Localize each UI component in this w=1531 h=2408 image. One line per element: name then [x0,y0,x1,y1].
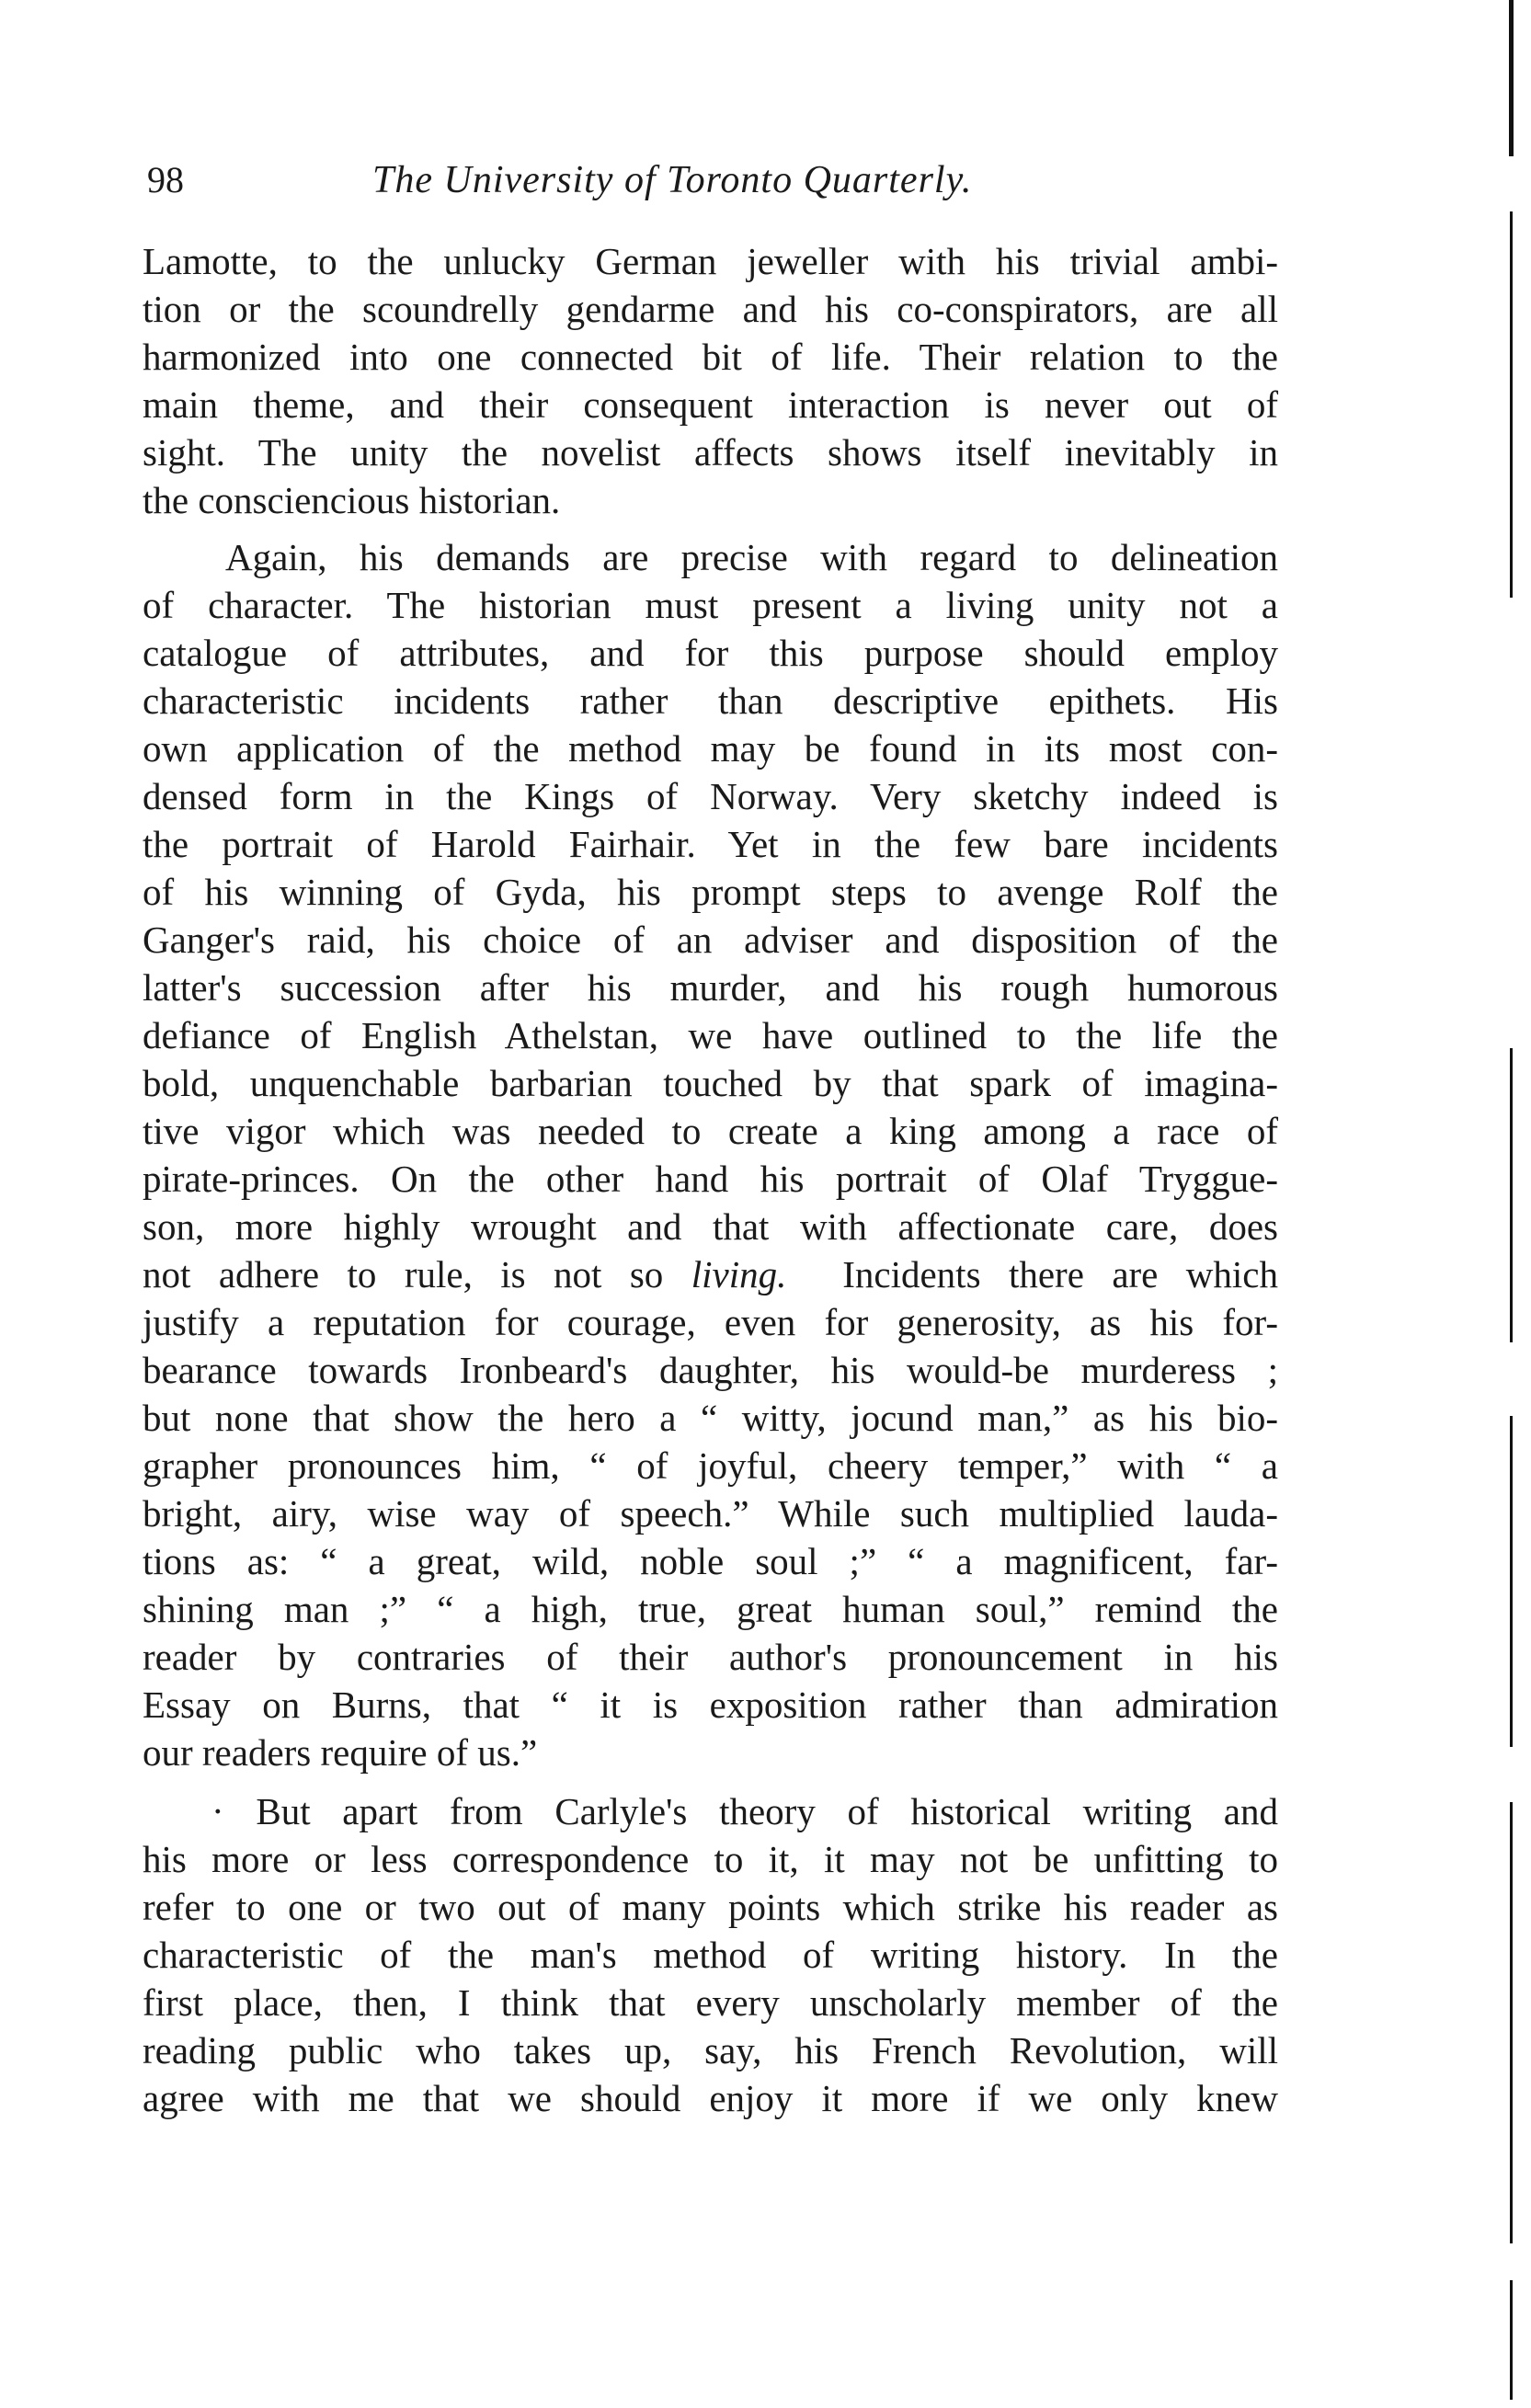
text-line: characteristic incidents rather than descriptive epithets. His [143,679,1278,722]
edge-mark [1510,1416,1513,1747]
text-line: own application of the method may be found in its most con- [143,727,1278,770]
text-line: our readers require of us.” [143,1731,538,1774]
paragraph-3 [143,1787,1278,2122]
text-line: Essay on Burns, that “ it is exposition rather than admiration [143,1683,1278,1726]
paragraph-1 [143,237,1278,524]
text-line: catalogue of attributes, and for this purpose should employ [143,632,1278,674]
text-line: agree with me that we should enjoy it more if we only knew [143,2077,1278,2119]
text-line: but none that show the hero a “ witty, jocund man,” as his bio- [143,1397,1278,1439]
text-line: defiance of English Athelstan, we have outlined to the life the [143,1014,1278,1056]
text-line: Lamotte, to the unlucky German jeweller with his trivial ambi- [143,240,1278,282]
text-line: of character. The historian must present a living unity not a [143,584,1278,626]
text-line: justify a reputation for courage, even for generosity, as his for- [143,1301,1278,1343]
text-line: shining man ;” “ a high, true, great human soul,” remind the [143,1588,1278,1630]
text-line: tions as: “ a great, wild, noble soul ;” “ a magnificent, far- [143,1540,1278,1582]
text-line: grapher pronounces him, “ of joyful, cheery temper,” with “ a [143,1444,1278,1487]
text-line: bearance towards Ironbeard's daughter, his would-be murderess ; [143,1349,1278,1391]
edge-mark [1510,1048,1513,1342]
edge-mark [1509,0,1514,156]
text-line: characteristic of the man's method of writing history. In the [143,1934,1278,1976]
paragraph-2 [143,533,1278,1776]
edge-mark [1510,211,1513,598]
text-line: harmonized into one connected bit of life. Their relation to the [143,336,1278,378]
text-line: the consciencious historian. [143,479,561,521]
text-line: his more or less correspondence to it, it may not be unfitting to [143,1838,1278,1880]
running-title: The University of Toronto Quarterly. [372,159,973,201]
text-line: first place, then, I think that every unscholarly member of the [143,1981,1278,2024]
text-line: main theme, and their consequent interaction is never out of [143,383,1278,426]
text-line: bright, airy, wise way of speech.” While such multiplied lauda- [143,1492,1278,1535]
text-line: sight. The unity the novelist affects shows itself inevitably in [143,431,1278,474]
page-edge-shadow [1509,0,1514,2408]
page-number: 98 [147,159,184,200]
text-line: densed form in the Kings of Norway. Very sketchy indeed is [143,775,1278,817]
text-line: bold, unquenchable barbarian touched by that spark of imagina- [143,1062,1278,1104]
text-run: Incidents there are which [786,1253,1279,1295]
text-line: Ganger's raid, his choice of an adviser and disposition of the [143,919,1278,961]
text-run: not adhere to rule, is not so [143,1253,664,1295]
edge-mark [1510,1802,1513,2243]
text-line: reader by contraries of their author's pronouncement in his [143,1636,1278,1678]
body-text [143,237,1278,2122]
italic-word: living. [691,1253,787,1295]
text-line: latter's succession after his murder, and his rough humorous [143,966,1278,1009]
page-header [147,158,1287,213]
text-line: the portrait of Harold Fairhair. Yet in the few bare incidents [143,823,1278,865]
text-line: refer to one or two out of many points which strike his reader as [143,1886,1278,1928]
text-line: of his winning of Gyda, his prompt steps to avenge Rolf the [143,871,1278,913]
text-line: tion or the scoundrelly gendarme and his co-conspirators, are all [143,288,1278,330]
text-line: tive vigor which was needed to create a king among a race of [143,1110,1278,1152]
edge-mark [1510,2280,1513,2400]
text-line: son, more highly wrought and that with affectionate care, does [143,1205,1278,1248]
text-line: · But apart from Carlyle's theory of historical writing and [211,1790,1278,1832]
text-line: reading public who takes up, say, his French Revolution, will [143,2029,1278,2071]
text-line: Again, his demands are precise with regard to delineation [225,536,1278,578]
text-line-with-italic [143,1250,1278,1298]
text-line: pirate-princes. On the other hand his portrait of Olaf Tryggue- [143,1158,1278,1200]
